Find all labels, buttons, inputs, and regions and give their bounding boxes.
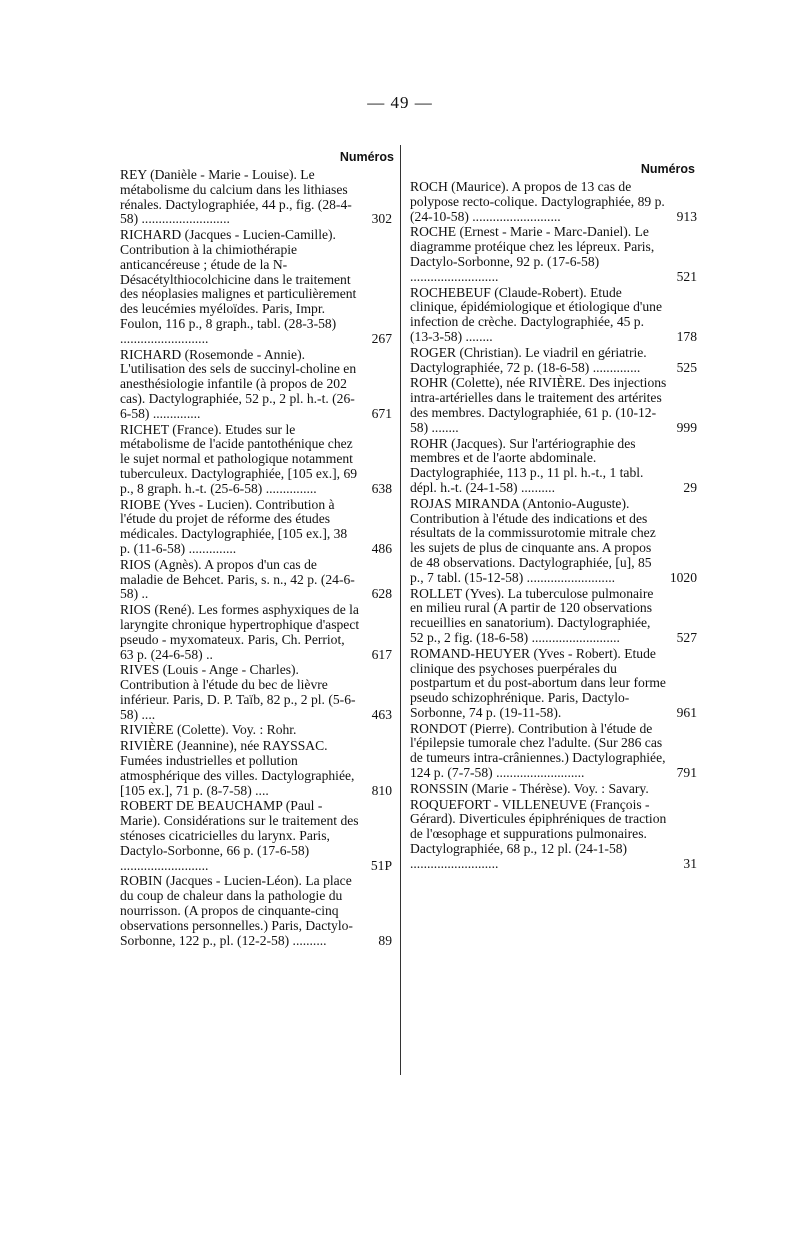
index-entry: ROCHE (Ernest - Marie - Marc-Daniel). Le diagramme protéique chez les lépreux. Paris, Dactylo-Sorbonne, 92 p. (17-6-58) .......................... 521 [410,224,697,284]
index-entry: ROCHEBEUF (Claude-Robert). Etude clinique, épidémiologique et étiologique d'une infection de crèche. Dactylographiée, 45 p. (13-3-58) ........ 178 [410,284,697,344]
entry-number: 178 [676,328,697,344]
index-entry: RIVIÈRE (Colette). Voy. : Rohr. [120,722,297,738]
index-entry: ROGER (Christian). Le viadril en gériatrie. Dactylographiée, 72 p. (18-6-58) .............. 525 [410,344,697,375]
entry-number: 463 [371,706,392,722]
index-entry: RICHARD (Rosemonde - Annie). L'utilisation des sels de succinyl-choline en anesthésiologie infantile (à propos de 202 cas). Dactylographiée, 52 p., 2 pl. h.-t. (26-6-58) .............. 671 [120,346,392,421]
index-entry: RICHARD (Jacques - Lucien-Camille). Contribution à la chimiothérapie anticancéreuse ; étude de la N-Désacétylthiocolchicine dans le traitement des néoplasies malignes et particulièrement des leucémies myéloïdes. Paris, Impr. Foulon, 116 p., 8 graph., tabl. (28-3-58) .......................... 267 [120,227,392,346]
entry-number: 810 [371,782,392,798]
index-entry: RIOS (René). Les formes asphyxiques de la laryngite chronique hypertrophique d'aspect pseudo - myxomateux. Paris, Ch. Perriot, 63 p. (24-6-58) .. 617 [120,602,392,662]
column-header: Numéros [339,150,394,164]
entry-number: 521 [676,268,697,284]
index-entry: RIOBE (Yves - Lucien). Contribution à l'étude du projet de réforme des études médicales. Dactylographiée, [105 ex.], 38 p. (11-6-58) .............. 486 [120,496,392,556]
index-entry: ROCH (Maurice). A propos de 13 cas de polypose recto-colique. Dactylographiée, 89 p. (24-10-58) .......................... 913 [410,179,697,224]
index-entry: ROHR (Colette), née RIVIÈRE. Des injections intra-artérielles dans le traitement des artérites des membres. Dactylographiée, 61 p. (10-12-58) ........ 999 [410,375,697,435]
index-entry: ROLLET (Yves). La tuberculose pulmonaire en milieu rural (A partir de 120 observations recueillies en sanatorium). Dactylographiée, 52 p., 2 fig. (18-6-58) .......................... 527 [410,585,697,645]
entry-number: 527 [676,629,697,645]
entry-number: 671 [371,405,392,421]
index-entry: REY (Danièle - Marie - Louise). Le métabolisme du calcium dans les lithiases rénales. Dactylographiée, 44 p., fig. (28-4-58) .......................... 302 [120,167,392,227]
column-header: Numéros [640,162,695,176]
entry-number: 617 [371,646,392,662]
entry-number: 638 [371,480,392,496]
page-number: — 49 — [367,93,433,112]
index-entry: ROHR (Jacques). Sur l'artériographie des membres et de l'aorte abdominale. Dactylographiée, 113 p., 11 pl. h.-t., 1 tabl. dépl. h.-t. (24-1-58) .......... 29 [410,435,697,495]
entry-number: 29 [683,479,697,495]
entry-number: 486 [371,540,392,556]
entry-number: 31 [683,855,697,871]
entry-number: 525 [676,359,697,375]
index-entry: RIVES (Louis - Ange - Charles). Contribution à l'étude du bec de lièvre inférieur. Paris, D. P. Taïb, 82 p., 2 pl. (5-6-58) .... 463 [120,662,392,722]
index-entry: RONSSIN (Marie - Thérèse). Voy. : Savary. [410,780,649,796]
index-entry: RONDOT (Pierre). Contribution à l'étude de l'épilepsie tumorale chez l'adulte. (Sur 286 cas de tumeurs intra-crâniennes.) Dactylographiée, 124 p. (7-7-58) .......................... 791 [410,720,697,781]
entry-number: 999 [676,419,697,435]
index-entry: ROMAND-HEUYER (Yves - Robert). Etude clinique des psychoses puerpérales du postpartum et du post-abortum dans leur forme pseudo schizophrénique. Paris, Dactylo-Sorbonne, 74 p. (19-11-58). 961 [410,645,697,720]
index-entry: RIVIÈRE (Jeannine), née RAYSSAC. Fumées industrielles et pollution atmosphérique des villes. Dactylographiée, [105 ex.], 71 p. (8-7-58) .... 810 [120,738,392,798]
entry-number: 302 [371,211,392,227]
index-entry: ROBERT DE BEAUCHAMP (Paul - Marie). Considérations sur le traitement des sténoses cicatricielles du larynx. Paris, Dactylo-Sorbonne, 66 p. (17-6-58) .......................... 51P [120,798,392,873]
left-column [120,150,394,949]
index-entry: RICHET (France). Etudes sur le métabolisme de l'acide pantothénique chez le sujet normal et pathologique notamment tuberculeux. Dactylographiée, [105 ex.], 69 p., 8 graph. h.-t. (25-6-58) ............... 638 [120,421,392,496]
entry-number: 628 [371,586,392,602]
entry-number: 51P [370,857,392,873]
index-entry: RIOS (Agnès). A propos d'un cas de maladie de Behcet. Paris, s. n., 42 p. (24-6-58) .. 628 [120,556,392,602]
entry-number: 267 [371,330,392,346]
entry-number: 961 [676,704,697,720]
index-entry: ROJAS MIRANDA (Antonio-Auguste). Contribution à l'étude des indications et des résultats de la commissurotomie mitrale chez les sujets de plus de cinquante ans. A propos de 48 observations. Dactylographiée, [u], 85 p., 7 tabl. (15-12-58) .......................... 1020 [410,495,697,585]
entry-number: 1020 [669,569,697,585]
entry-number: 791 [676,765,697,781]
index-entry: ROQUEFORT - VILLENEUVE (François - Gérard). Diverticules épiphréniques de traction de l'œsophage et suppurations pulmonaires. Dactylographiée, 68 p., 12 pl. (24-1-58) .......................... 31 [410,796,697,871]
index-entry: ROBIN (Jacques - Lucien-Léon). La place du coup de chaleur dans la pathologie du nourrisson. (A propos de cinquante-cinq observations personnelles.) Paris, Dactylo-Sorbonne, 122 p., pl. (12-2-58) .......... 89 [120,873,392,948]
column-divider [400,145,401,1075]
entry-number: 913 [676,208,697,224]
entry-number: 89 [378,932,392,948]
right-column [410,150,695,873]
